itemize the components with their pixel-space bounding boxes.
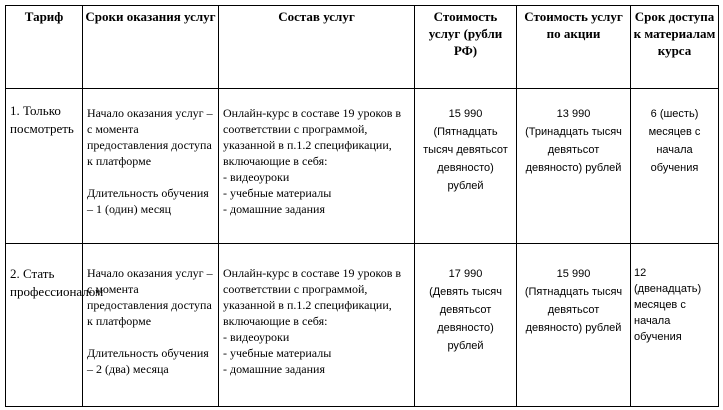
row1-price-words: (Пятнадцать тысяч девятьсот девяносто) рублей bbox=[423, 126, 508, 192]
header-tariff: Тариф bbox=[24, 9, 64, 24]
row1-price-value: 15 990 bbox=[448, 108, 483, 120]
row1-terms-duration: Длительность обучения – 1 (один) месяц bbox=[87, 186, 209, 216]
header-promo-price: Стоимость услуг по акции bbox=[524, 9, 623, 41]
row1-tariff: 1. Только посмотреть bbox=[10, 103, 74, 136]
row2-terms-start: Начало оказания услуг – с момента предоставления доступа к платформе bbox=[87, 266, 213, 328]
tariff-table bbox=[5, 5, 719, 407]
row1-terms bbox=[83, 103, 218, 243]
row1-content: Онлайн-курс в составе 19 уроков в соответствии с программой, указанной в п.1.2 спецификации, включающие в себя: - видеоуроки - учебные материалы - домашние задания bbox=[223, 106, 402, 216]
row1-access: 6 (шесть) месяцев с начала обучения bbox=[648, 108, 701, 174]
header-price: Стоимость услуг (рубли РФ) bbox=[428, 9, 503, 58]
row2-price bbox=[415, 263, 516, 406]
row2-terms-duration: Длительность обучения – 2 (два) месяца bbox=[87, 346, 209, 376]
row1-promo-value: 13 990 bbox=[556, 108, 591, 120]
row2-price-value: 17 990 bbox=[448, 268, 483, 280]
row-divider bbox=[6, 88, 718, 89]
row2-promo-price bbox=[517, 263, 630, 406]
header-access: Срок доступа к материалам курса bbox=[633, 9, 716, 58]
row2-terms bbox=[83, 263, 218, 406]
row1-promo-price bbox=[517, 103, 630, 243]
row2-tariff: 2. Стать профессионалом bbox=[10, 266, 104, 299]
row2-content: Онлайн-курс в составе 19 уроков в соответствии с программой, указанной в п.1.2 спецификации, включающие в себя: - видеоуроки - учебные материалы - домашние задания bbox=[223, 266, 402, 376]
row2-price-words: (Девять тысяч девятьсот девяносто) рублей bbox=[429, 286, 502, 352]
row-divider bbox=[6, 243, 718, 244]
row2-promo-words: (Пятнадцать тысяч девятьсот девяносто) рублей bbox=[524, 286, 623, 334]
row1-promo-words: (Тринадцать тысяч девятьсот девяносто) рублей bbox=[525, 126, 622, 174]
header-content: Состав услуг bbox=[278, 9, 355, 24]
row2-promo-value: 15 990 bbox=[556, 268, 591, 280]
row1-terms-start: Начало оказания услуг – с момента предоставления доступа к платформе bbox=[87, 106, 213, 168]
header-terms: Сроки оказания услуг bbox=[85, 9, 216, 24]
row1-price bbox=[415, 103, 516, 243]
row2-access: 12 (двенадцать) месяцев с начала обучения bbox=[634, 267, 702, 343]
